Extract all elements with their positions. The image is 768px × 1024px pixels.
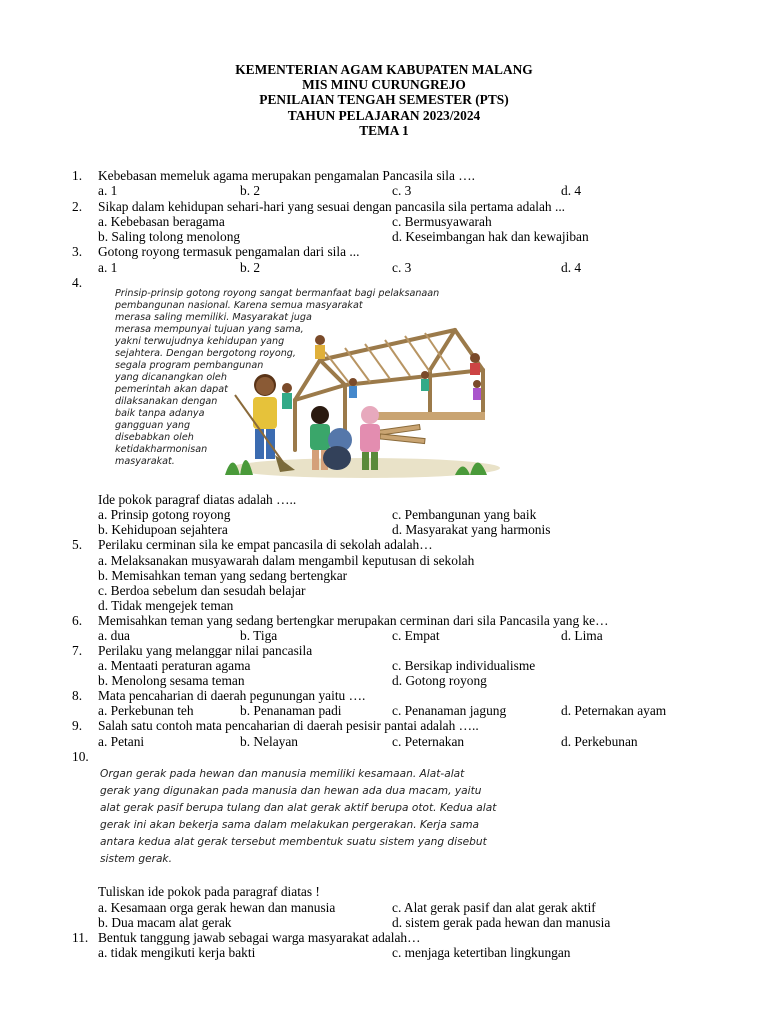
passage-line: ketidakharmonisan [115,444,208,455]
option-d[interactable]: d. sistem gerak pada hewan dan manusia [392,915,611,930]
question-text: Salah satu contoh mata pencaharian di daerah pesisir pantai adalah ….. [98,718,479,733]
option-a[interactable]: a. Kesamaan orga gerak hewan dan manusia [98,900,336,915]
option-d[interactable]: d. Perkebunan [561,734,638,749]
option-d[interactable]: d. 4 [561,183,582,198]
question-number: 2. [72,199,83,214]
question-number: 10. [72,749,89,764]
passage-line: sistem gerak. [100,853,172,865]
question-number: 9. [72,718,83,733]
option-c[interactable]: c. 3 [392,183,412,198]
header-theme: TEMA 1 [359,122,409,138]
header-ministry: KEMENTERIAN AGAM KABUPATEN MALANG [235,62,533,77]
option-c[interactable]: c. Empat [392,628,440,643]
option-c[interactable]: c. Bermusyawarah [392,214,492,229]
passage-line: gerak ini akan bekerja sama dalam melakukan pergerakan. Kerja sama [100,819,480,831]
passage-line: yakni terwujudnya kehidupan yang [115,336,285,347]
option-c[interactable]: c. 3 [392,260,412,275]
option-a[interactable]: a. Kebebasan beragama [98,214,225,229]
passage-line: Prinsip-prinsip gotong royong sangat bermanfaat bagi pelaksanaan [115,288,440,299]
question-number: 11. [72,930,89,945]
passage-line: antara kedua alat gerak tersebut membentuk suatu sistem yang disebut [100,836,487,848]
question-text: Memisahkan teman yang sedang bertengkar merupakan cerminan dari sila Pancasila yang ke… [98,613,609,628]
passage-line: sejahtera. Dengan bergotong royong, [115,348,296,359]
option-a[interactable]: a. 1 [98,183,118,198]
header-year: TAHUN PELAJARAN 2023/2024 [287,107,481,123]
passage-line: alat gerak pasif berupa tulang dan alat gerak aktif berupa otot. Kedua alat [100,802,497,814]
passage-line: disebabkan oleh [115,432,194,443]
option-a[interactable]: a. Melaksanakan musyawarah dalam mengambil keputusan di sekolah [98,553,475,568]
option-b[interactable]: b. Tiga [240,628,278,643]
option-d[interactable]: d. Keseimbangan hak dan kewajiban [392,229,589,244]
option-d[interactable]: d. Gotong royong [392,673,487,688]
option-b[interactable]: b. Menolong sesama teman [98,673,245,688]
passage-line: segala program pembangunan [115,360,264,371]
option-d[interactable]: d. 4 [561,260,582,275]
passage-line: baik tanpa adanya [115,408,205,419]
option-d[interactable]: d. Peternakan ayam [561,703,667,718]
question-text: Sikap dalam kehidupan sehari-hari yang sesuai dengan pancasila sila pertama adalah ... [98,199,566,214]
option-b[interactable]: b. Memisahkan teman yang sedang bertengkar [98,568,348,583]
option-b[interactable]: b. 2 [240,260,261,275]
passage-line: merasa saling memiliki. Masyarakat juga [115,312,312,323]
question-text: Tuliskan ide pokok pada paragraf diatas ! [98,884,320,899]
question-number: 1. [72,168,83,183]
option-c[interactable]: c. Alat gerak pasif dan alat gerak aktif [392,900,596,915]
option-b[interactable]: b. Kehidupoan sejahtera [98,522,228,537]
question-text: Bentuk tanggung jawab sebagai warga masyarakat adalah… [98,930,421,945]
passage-line: gerak yang digunakan pada manusia dan hewan ada dua macam, yaitu [100,785,482,797]
option-c[interactable]: c. Pembangunan yang baik [392,507,537,522]
question-number: 3. [72,244,83,259]
option-d[interactable]: d. Tidak mengejek teman [98,598,234,613]
option-a[interactable]: a. Mentaati peraturan agama [98,658,251,673]
question-number: 4. [72,275,83,290]
question-text: Ide pokok paragraf diatas adalah ….. [98,492,297,507]
option-b[interactable]: b. Nelayan [240,734,299,749]
question-number: 5. [72,537,83,552]
question-number: 7. [72,643,83,658]
question-text: Perilaku yang melanggar nilai pancasila [98,643,313,658]
exam-header [0,62,768,138]
passage-line: pemerintah akan dapat [115,384,228,395]
option-c[interactable]: c. Penanaman jagung [392,703,507,718]
option-a[interactable]: a. Perkebunan teh [98,703,194,718]
option-c[interactable]: c. menjaga ketertiban lingkungan [392,945,571,960]
option-c[interactable]: c. Berdoa sebelum dan sesudah belajar [98,583,306,598]
option-d[interactable]: d. Masyarakat yang harmonis [392,522,551,537]
option-b[interactable]: b. Saling tolong menolong [98,229,241,244]
option-a[interactable]: a. Prinsip gotong royong [98,507,231,522]
passage-line: gangguan yang [115,420,191,431]
question-text: Mata pencaharian di daerah pegunungan yaitu …. [98,688,366,703]
question-number: 6. [72,613,83,628]
passage-line: yang dicanangkan oleh [115,372,227,383]
passage-line: masyarakat. [115,456,175,467]
passage-line: pembangunan nasional. Karena semua masyarakat [115,300,363,311]
option-a[interactable]: a. Petani [98,734,145,749]
question-text: Kebebasan memeluk agama merupakan pengamalan Pancasila sila …. [98,168,476,183]
option-a[interactable]: a. 1 [98,260,118,275]
option-c[interactable]: c. Bersikap individualisme [392,658,536,673]
option-a[interactable]: a. dua [98,628,130,643]
header-school: MIS MINU CURUNGREJO [302,77,466,93]
question-text: Gotong royong termasuk pengamalan dari sila ... [98,244,360,259]
option-b[interactable]: b. Penanaman padi [240,703,342,718]
option-a[interactable]: a. tidak mengikuti kerja bakti [98,945,256,960]
option-b[interactable]: b. 2 [240,183,261,198]
passage-line: merasa mempunyai tujuan yang sama, [115,324,304,335]
question-number: 8. [72,688,83,703]
option-d[interactable]: d. Lima [561,628,603,643]
passage-line: Organ gerak pada hewan dan manusia memiliki kesamaan. Alat-alat [100,768,465,780]
question-text: Perilaku cerminan sila ke empat pancasila di sekolah adalah… [98,537,433,552]
passage-line: dilaksanakan dengan [115,396,218,407]
option-c[interactable]: c. Peternakan [392,734,465,749]
option-b[interactable]: b. Dua macam alat gerak [98,915,232,930]
header-exam: PENILAIAN TENGAH SEMESTER (PTS) [259,92,509,108]
